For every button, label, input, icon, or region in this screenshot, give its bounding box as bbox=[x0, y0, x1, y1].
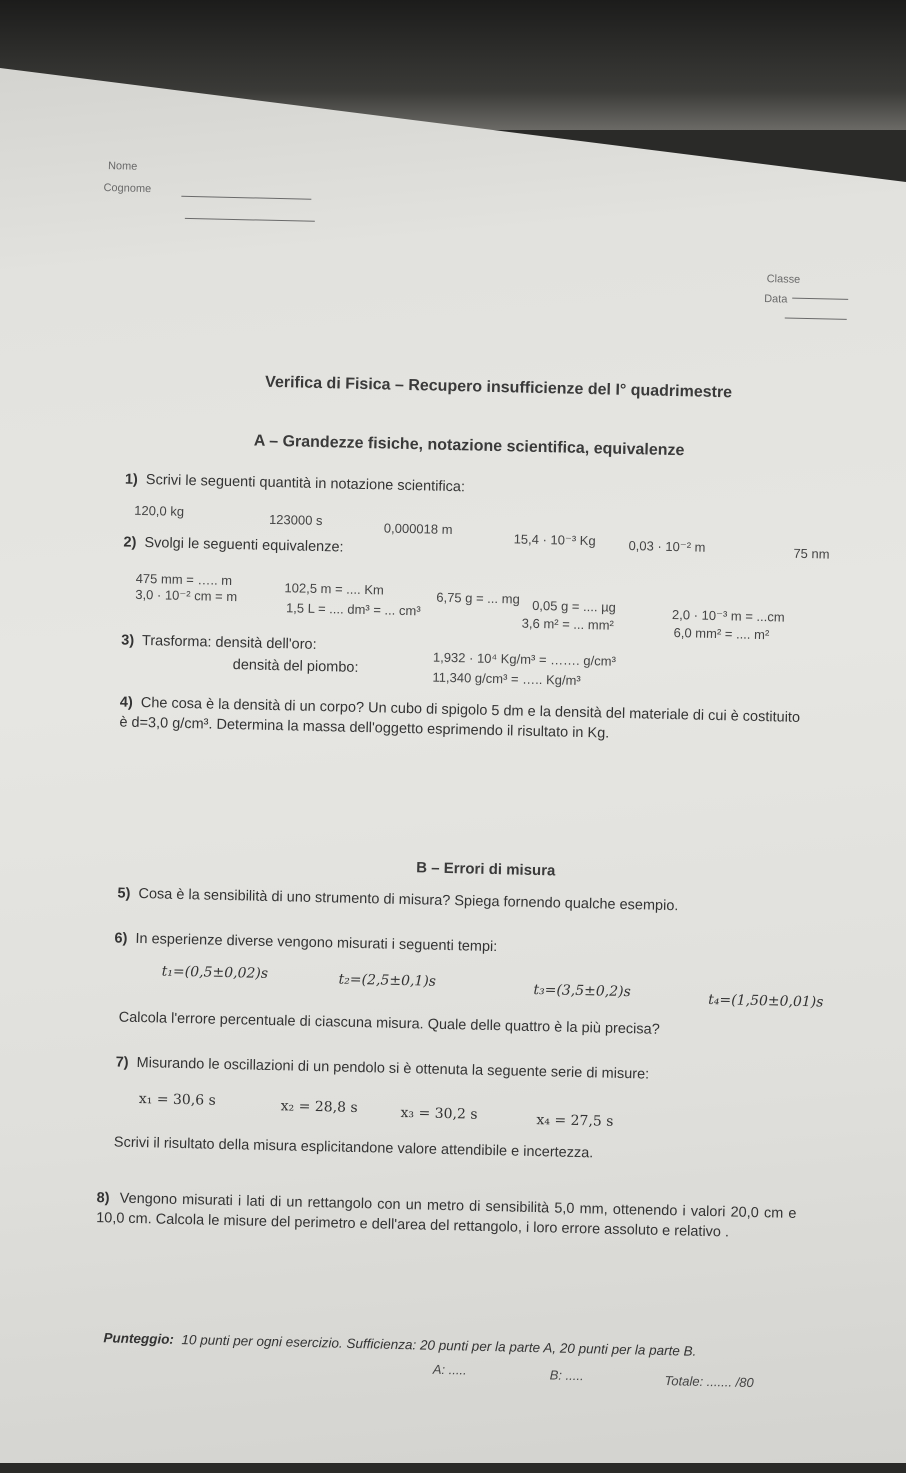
q1-item: 120,0 kg bbox=[134, 502, 185, 519]
q3-value: 11,340 g/cm³ = ….. Kg/m³ bbox=[432, 669, 581, 688]
q2-item: 3,6 m² = ... mm² bbox=[521, 615, 615, 633]
q1-item: 0,03 · 10⁻² m bbox=[628, 538, 706, 555]
page-title: Verifica di Fisica – Recupero insufficienze del I° quadrimestre bbox=[264, 373, 733, 402]
data-label: Data bbox=[764, 293, 788, 306]
question-number: 1) bbox=[124, 471, 139, 488]
q6-item: t₂=(2,5±0,1)s bbox=[338, 971, 437, 990]
score-text: 10 punti per ogni esercizio. Sufficienza: 20 punti per la parte A, 20 punti per la parte B. bbox=[181, 1332, 697, 1359]
score-b[interactable]: B: ..... bbox=[549, 1367, 584, 1384]
question-number: 5) bbox=[117, 885, 131, 902]
section-b-title: B – Errori di misura bbox=[415, 859, 556, 880]
q1-item: 0,000018 m bbox=[383, 520, 453, 538]
question-text: Scrivi le seguenti quantità in notazione scientifica: bbox=[145, 472, 466, 496]
q2-item: 1,5 L = .... dm³ = ... cm³ bbox=[285, 600, 421, 619]
question-text: Misurando le oscillazioni di un pendolo si è ottenuta la seguente serie di misure: bbox=[136, 1054, 650, 1083]
q6-item: t₄=(1,50±0,01)s bbox=[708, 991, 824, 1011]
question-7-followup: Scrivi il risultato della misura esplicitandone valore attendibile e incertezza. bbox=[113, 1134, 594, 1162]
question-text: Svolgi le seguenti equivalenze: bbox=[144, 535, 344, 556]
question-text: In esperienze diverse vengono misurati i seguenti tempi: bbox=[135, 930, 498, 956]
q3-value: 1,932 · 10⁴ Kg/m³ = ……. g/cm³ bbox=[432, 649, 617, 669]
question-5 bbox=[117, 886, 678, 915]
q7-item: x₄ = 27,5 s bbox=[536, 1112, 614, 1130]
question-number: 7) bbox=[115, 1054, 129, 1071]
cognome-label: Cognome bbox=[103, 182, 152, 196]
q6-item: t₃=(3,5±0,2)s bbox=[533, 981, 631, 1001]
question-number: 3) bbox=[121, 632, 135, 649]
question-6-followup: Calcola l'errore percentuale di ciascuna misura. Quale delle quattro è la più precisa? bbox=[118, 1009, 660, 1038]
score-a[interactable]: A: ..... bbox=[432, 1361, 467, 1378]
q2-item: 102,5 m = .... Km bbox=[284, 580, 385, 598]
q1-item: 15,4 · 10⁻³ Kg bbox=[513, 531, 596, 549]
score-total[interactable]: Totale: ....... /80 bbox=[664, 1373, 754, 1391]
question-text: Cosa è la sensibilità di uno strumento di misura? Spiega fornendo qualche esempio. bbox=[138, 885, 679, 915]
q7-item: x₁ = 30,6 s bbox=[138, 1091, 216, 1109]
question-number: 8) bbox=[96, 1190, 110, 1207]
question-8 bbox=[96, 1188, 797, 1244]
q6-item: t₁=(0,5±0,02)s bbox=[161, 963, 269, 982]
q2-item: 0,05 g = .... µg bbox=[531, 597, 617, 615]
q7-item: x₃ = 30,2 s bbox=[400, 1104, 478, 1123]
score-info bbox=[103, 1330, 696, 1358]
question-number: 2) bbox=[123, 534, 137, 551]
question-number: 6) bbox=[114, 930, 128, 947]
question-text: Che cosa è la densità di un corpo? Un cubo di spigolo 5 dm e la densità del materiale di cui è costituito è d=3,0 g/cm³. Determina la massa dell'oggetto esprimendo il risultato in Kg. bbox=[119, 694, 801, 742]
data-line[interactable] bbox=[785, 305, 847, 324]
question-3-label: Trasforma: densità dell'oro: bbox=[141, 632, 317, 653]
q2-item: 2,0 · 10⁻³ m = ...cm bbox=[671, 607, 785, 625]
q1-item: 75 nm bbox=[793, 545, 830, 562]
section-a-title: A – Grandezze fisiche, notazione scientifica, equivalenze bbox=[253, 432, 685, 460]
cognome-line[interactable] bbox=[185, 206, 315, 227]
score-label: Punteggio: bbox=[103, 1330, 175, 1347]
classe-line[interactable] bbox=[792, 286, 848, 305]
question-text: Vengono misurati i lati di un rettangolo con un metro di sensibilità 5,0 mm, ottenendo i valori 20,0 cm e 10,0 cm. Calcola le misure del perimetro e dell'area del rettangolo, i loro errore assoluto e relativo . bbox=[95, 1190, 797, 1241]
classe-label: Classe bbox=[766, 273, 801, 286]
question-number: 4) bbox=[119, 694, 133, 711]
q1-item: 123000 s bbox=[268, 511, 323, 529]
question-7 bbox=[116, 1055, 650, 1083]
q2-item: 6,0 mm² = .... m² bbox=[673, 625, 770, 643]
nome-label: Nome bbox=[107, 160, 138, 173]
question-3 bbox=[121, 633, 317, 653]
q2-item: 6,75 g = ... mg bbox=[436, 589, 520, 607]
nome-line[interactable] bbox=[181, 184, 311, 205]
question-1 bbox=[125, 472, 465, 496]
q7-item: x₂ = 28,8 s bbox=[280, 1098, 358, 1117]
question-3-label-2: densità del piombo: bbox=[232, 657, 359, 676]
question-6 bbox=[114, 930, 497, 955]
question-2 bbox=[123, 535, 343, 556]
question-4 bbox=[119, 693, 810, 749]
q2-item: 3,0 · 10⁻² cm = m bbox=[135, 586, 238, 605]
q2-item: 475 mm = ….. m bbox=[135, 570, 233, 589]
